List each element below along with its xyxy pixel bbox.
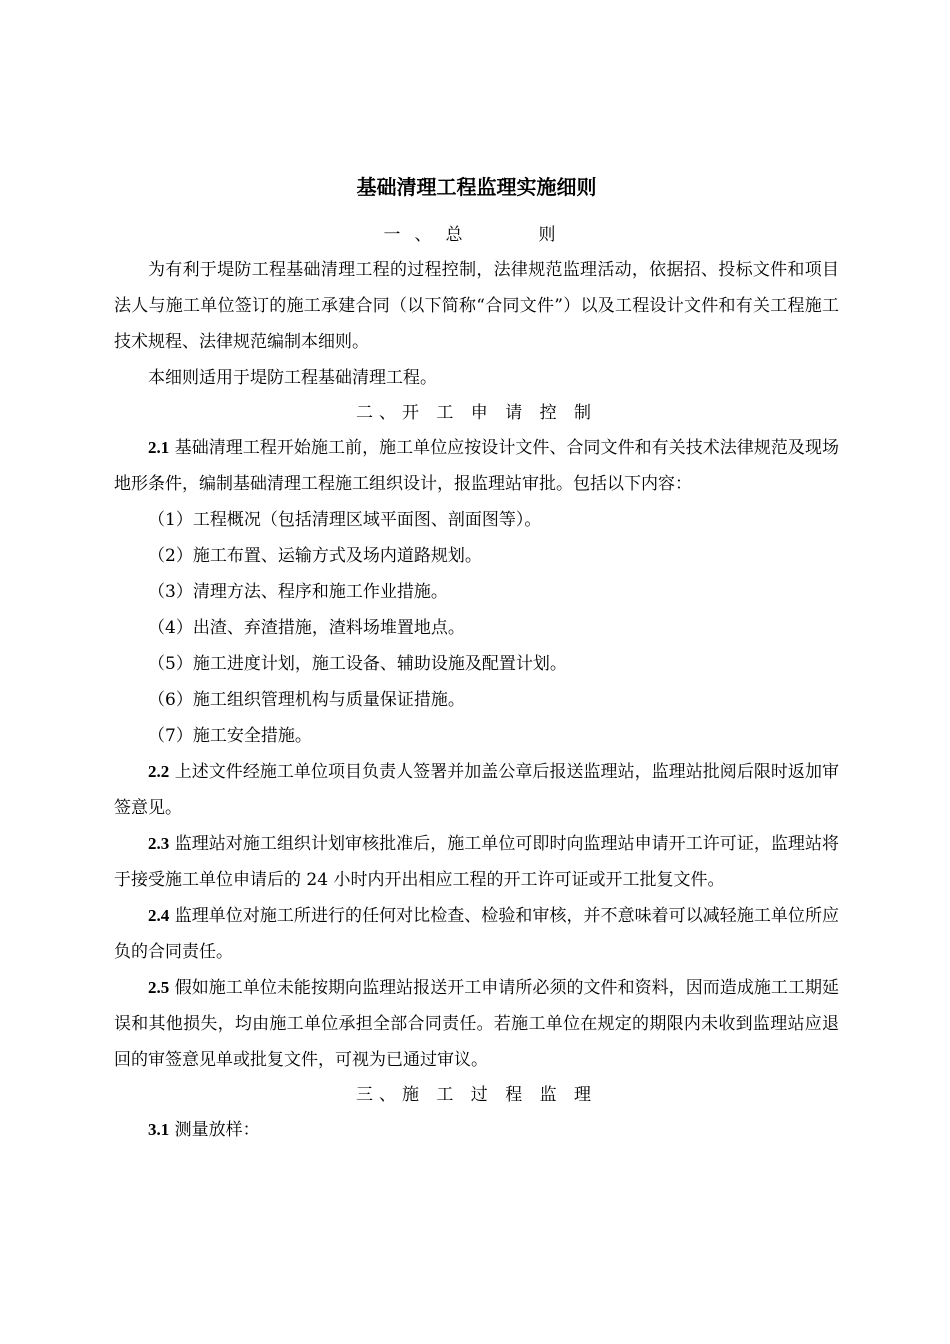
clause-number: 2.3 [148,834,170,853]
section-heading-construction-supervision: 三、施 工 过 程 监 理 [355,1085,598,1105]
document-body [114,170,839,1148]
clause-text: 上述文件经施工单位项目负责人签署并加盖公章后报送监理站，监理站批阅后限时返加审签意见。 [114,762,839,818]
clause-text: 测量放样： [169,1120,260,1140]
list-item: （1）工程概况（包括清理区域平面图、剖面图等）。 [148,510,542,530]
list-item: （2）施工布置、运输方式及场内道路规划。 [148,546,482,566]
clause-text: 基础清理工程开始施工前，施工单位应按设计文件、合同文件和有关技术法律规范及现场地形条件，编制基础清理工程施工组织设计，报监理站审批。包括以下内容： [114,438,839,494]
clause-number: 2.5 [148,978,170,997]
clause-2-5 [114,970,839,1078]
list-item: （6）施工组织管理机构与质量保证措施。 [148,690,465,710]
paragraph: 本细则适用于堤防工程基础清理工程。 [148,368,437,388]
list-item: （4）出渣、弃渣措施，渣料场堆置地点。 [148,618,465,638]
list-item: （7）施工安全措施。 [148,726,312,746]
clause-number: 2.4 [148,906,170,925]
list-item: （3）清理方法、程序和施工作业措施。 [148,582,448,602]
clause-2-2 [114,754,839,826]
document-title: 基础清理工程监理实施细则 [356,175,597,199]
clause-text: 监理站对施工组织计划审核批准后，施工单位可即时向监理站申请开工许可证，监理站将于接受施工单位申请后的 24 小时内开出相应工程的开工许可证或开工批复文件。 [114,834,839,890]
clause-number: 3.1 [148,1120,170,1139]
clause-2-4 [114,898,839,970]
clause-3-1 [114,1112,839,1148]
paragraph: 为有利于堤防工程基础清理工程的过程控制，法律规范监理活动，依据招、投标文件和项目法人与施工单位签订的施工承建合同（以下简称“合同文件”）以及工程设计文件和有关工程施工技术规程、法律规范编制本细则。 [114,260,839,352]
section-heading-general: 一、总 则 [383,225,570,245]
clause-text: 监理单位对施工所进行的任何对比检查、检验和审核，并不意味着可以减轻施工单位所应负的合同责任。 [114,906,839,962]
clause-2-1 [114,430,839,502]
section-heading-start-application: 二、开 工 申 请 控 制 [355,403,598,423]
clause-text: 假如施工单位未能按期向监理站报送开工申请所必须的文件和资料，因而造成施工工期延误和其他损失，均由施工单位承担全部合同责任。若施工单位在规定的期限内未收到监理站应退回的审签意见单或批复文件，可视为已通过审议。 [114,978,839,1070]
clause-number: 2.1 [148,438,170,457]
clause-2-3 [114,826,839,898]
clause-number: 2.2 [148,762,170,781]
list-item: （5）施工进度计划，施工设备、辅助设施及配置计划。 [148,654,567,674]
